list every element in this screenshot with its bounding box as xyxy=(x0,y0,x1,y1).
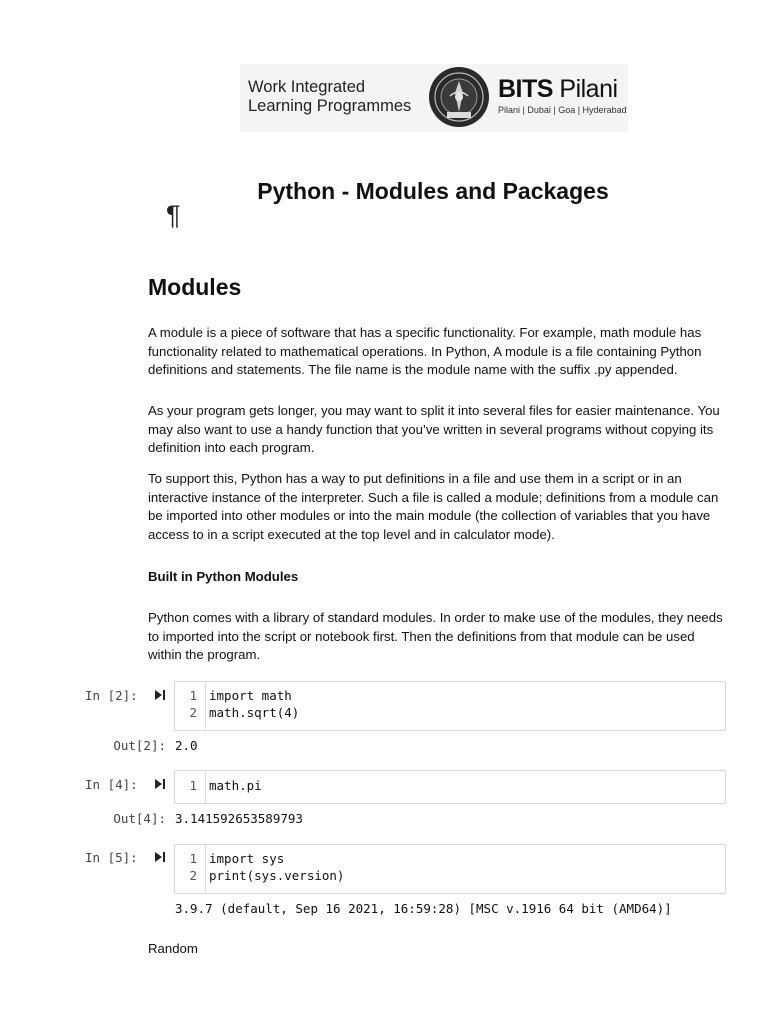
line-number: 2 xyxy=(189,705,197,720)
code-input-cell[interactable] xyxy=(174,770,726,804)
institute-seal-icon xyxy=(428,66,490,128)
cell-out-prompt: Out[4]: xyxy=(113,811,166,826)
paragraph-support: To support this, Python has a way to put definitions in a file and use them in a script or in an interactive instance of the interpreter. Such a file is called a module; definitions from a module can be imported into other modules or into the main module (the collection of variables that you have access to in a script executed at the top level and in calculator mode). xyxy=(148,471,719,542)
anchor-link-icon[interactable]: ¶ xyxy=(166,200,181,230)
code-line: math.pi xyxy=(209,778,262,793)
footer-text: Random xyxy=(148,941,198,956)
code-line: math.sqrt(4) xyxy=(209,705,300,720)
line-number: 1 xyxy=(189,688,197,703)
line-number: 1 xyxy=(189,851,197,866)
paragraph-module-definition: A module is a piece of software that has a specific functionality. For example, math module has functionality related to mathematical operations. In Python, A module is a file containing Python definitions and statements. The file name is the module name with the suffix .py appended. xyxy=(148,325,702,378)
bits-pilani-brand xyxy=(498,76,618,102)
brand-bold: BITS xyxy=(498,75,553,103)
run-cell-icon[interactable] xyxy=(154,689,166,701)
brand-rest: Pilani xyxy=(552,75,618,103)
run-cell-icon[interactable] xyxy=(154,851,166,863)
cell-output: 3.141592653589793 xyxy=(175,811,303,826)
cell-output: 2.0 xyxy=(175,738,198,753)
line-number: 1 xyxy=(189,778,197,793)
code-input-cell[interactable] xyxy=(174,681,726,731)
wilp-line-2: Learning Programmes xyxy=(248,97,412,115)
brand-campuses: Pilani | Dubai | Goa | Hyderabad xyxy=(498,105,627,115)
paragraph-standard-library: Python comes with a library of standard modules. In order to make use of the modules, they needs to imported into the script or notebook first. Then the definitions from that module can be used within the program. xyxy=(148,610,723,663)
sub-heading: Built in Python Modules xyxy=(148,569,299,584)
cell-in-prompt: In [4]: xyxy=(85,777,138,792)
wilp-line-1: Work Integrated xyxy=(248,78,366,96)
line-number: 2 xyxy=(189,868,197,883)
page-title: Python - Modules and Packages xyxy=(257,178,609,204)
wilp-text xyxy=(248,78,411,116)
code-line: print(sys.version) xyxy=(209,868,345,883)
code-input-cell[interactable] xyxy=(174,844,726,894)
header-logo xyxy=(240,64,628,132)
cell-in-prompt: In [2]: xyxy=(85,688,138,703)
cell-output: 3.9.7 (default, Sep 16 2021, 16:59:28) [MSC v.1916 64 bit (AMD64)] xyxy=(175,901,672,916)
paragraph-split-files: As your program gets longer, you may want to split it into several files for easier maintenance. You may also want to use a handy function that you’ve written in several programs without copying its definition into each program. xyxy=(148,403,720,456)
code-line: import sys xyxy=(209,851,285,866)
run-cell-icon[interactable] xyxy=(154,778,166,790)
code-line: import math xyxy=(209,688,292,703)
section-heading: Modules xyxy=(148,274,242,300)
cell-out-prompt: Out[2]: xyxy=(113,738,166,753)
cell-in-prompt: In [5]: xyxy=(85,850,138,865)
